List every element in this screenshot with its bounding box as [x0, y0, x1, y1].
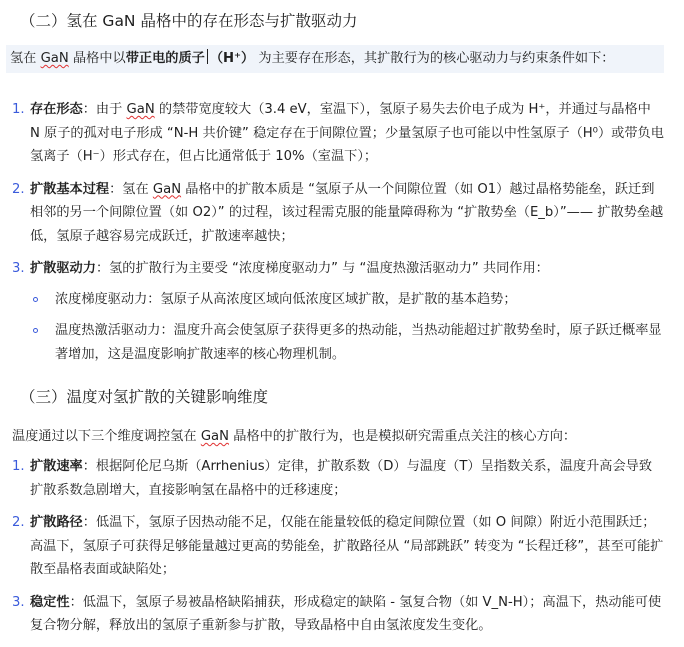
ordered-list: [0, 98, 664, 375]
sub-item-text: 温度热激活驱动力：温度升高会使氢原子获得更多的热动能，当热动能超过扩散势垒时，原子跃迁概率显著增加，这是温度影响扩散速率的核心物理机制。: [55, 323, 662, 362]
item-title: 扩散速率: [30, 459, 83, 474]
list-item: [0, 511, 664, 582]
intro-text: 晶格中的扩散行为，也是模拟研究需重点关注的核心方向：: [229, 429, 577, 444]
list-item: [0, 98, 664, 169]
list-number: 3.: [12, 261, 25, 276]
text-cursor: [207, 49, 208, 64]
list-number: 2.: [12, 515, 25, 530]
gan-term: GaN: [40, 51, 69, 66]
item-text: 晶格中的扩散本质是 “氢原子从一个间隙位置（如 O1）越过晶格势能垒，跃迁到相邻的另一个间隙位置（如 O2）” 的过程，该过程需克服的能量障碍称为 “扩散势垒（E_b）”—— 扩散势垒越低，氢原子越容易完成跃迁，扩散速率越快；: [30, 181, 664, 244]
item-title: 稳定性: [30, 594, 70, 610]
sub-list-item: [30, 288, 664, 312]
item-text: ：由于: [82, 102, 127, 117]
bold-term: （H⁺）: [209, 51, 255, 66]
list-number: 3.: [12, 594, 25, 610]
list-item: [0, 591, 664, 638]
bullet-icon: [33, 328, 38, 333]
item-text: ：低温下，氢原子因热动能不足，仅能在能量较低的稳定间隙位置（如 O 间隙）附近小范围跃迁；高温下，氢原子可获得足够能量越过更高的势能垒，扩散路径从 “局部跳跃” 转变为 “长程迁移”，甚至可能扩散至晶格表面或缺陷处；: [30, 515, 664, 577]
ordered-list: [0, 455, 664, 647]
item-title: 扩散驱动力: [30, 261, 96, 276]
item-text: ：: [95, 261, 110, 276]
list-number: 2.: [12, 181, 25, 197]
item-text: ：根据阿伦尼乌斯（Arrhenius）定律，扩散系数（D）与温度（T）呈指数关系，温度升高会导致扩散系数急剧增大，直接影响氢在晶格中的迁移速度；: [30, 459, 653, 498]
section-heading: （三）温度对氢扩散的关键影响维度: [20, 388, 269, 406]
item-title: 扩散基本过程: [30, 181, 110, 197]
list-item: [0, 178, 664, 249]
list-item: [0, 257, 664, 366]
bold-term: 带正电的质子: [125, 51, 205, 66]
item-text: 氢的扩散行为主要受 “浓度梯度驱动力” 与 “温度热激活驱动力” 共同作用：: [109, 261, 549, 276]
list-item: [0, 455, 664, 502]
intro-text: 氢在: [10, 51, 41, 66]
bullet-icon: [33, 297, 38, 302]
gan-term: GaN: [126, 102, 155, 117]
intro-text: 温度通过以下三个维度调控氢在: [12, 429, 201, 444]
item-text: 的禁带宽度较大（3.4 eV，室温下），氢原子易失去价电子成为 H⁺，并通过与晶格中 N 原子的孤对电子形成 “N-H 共价键” 稳定存在于间隙位置；少量氢原子也可能以中性氢原子（H⁰）或带负电氢离子（H⁻）形式存在，但占比通常低于 10%（室温下）；: [30, 102, 664, 164]
list-number: 1.: [12, 102, 25, 117]
sub-list: [30, 288, 664, 367]
intro-text: 晶格中以: [68, 51, 126, 66]
item-title: 扩散路径: [30, 515, 83, 530]
intro-paragraph: [6, 45, 664, 73]
item-text: ：低温下，氢原子易被晶格缺陷捕获，形成稳定的缺陷 - 氢复合物（如 V_N-H）；高温下，热动能可使复合物分解，释放出的氢原子重新参与扩散，导致晶格中自由氢浓度发生变化。: [30, 594, 662, 633]
sub-item-text: 浓度梯度驱动力：氢原子从高浓度区域向低浓度区域扩散，是扩散的基本趋势；: [55, 291, 517, 307]
item-text: ：氢在: [109, 181, 153, 197]
intro-paragraph: [12, 425, 664, 449]
intro-text: 为主要存在形态，其扩散行为的核心驱动力与约束条件如下：: [254, 51, 615, 66]
list-number: 1.: [12, 459, 25, 474]
gan-term: GaN: [152, 181, 182, 197]
section-heading: （二）氢在 GaN 晶格中的存在形态与扩散驱动力: [20, 12, 358, 30]
item-title: 存在形态: [30, 102, 83, 117]
sub-list-item: [30, 319, 664, 366]
gan-term: GaN: [200, 429, 229, 444]
